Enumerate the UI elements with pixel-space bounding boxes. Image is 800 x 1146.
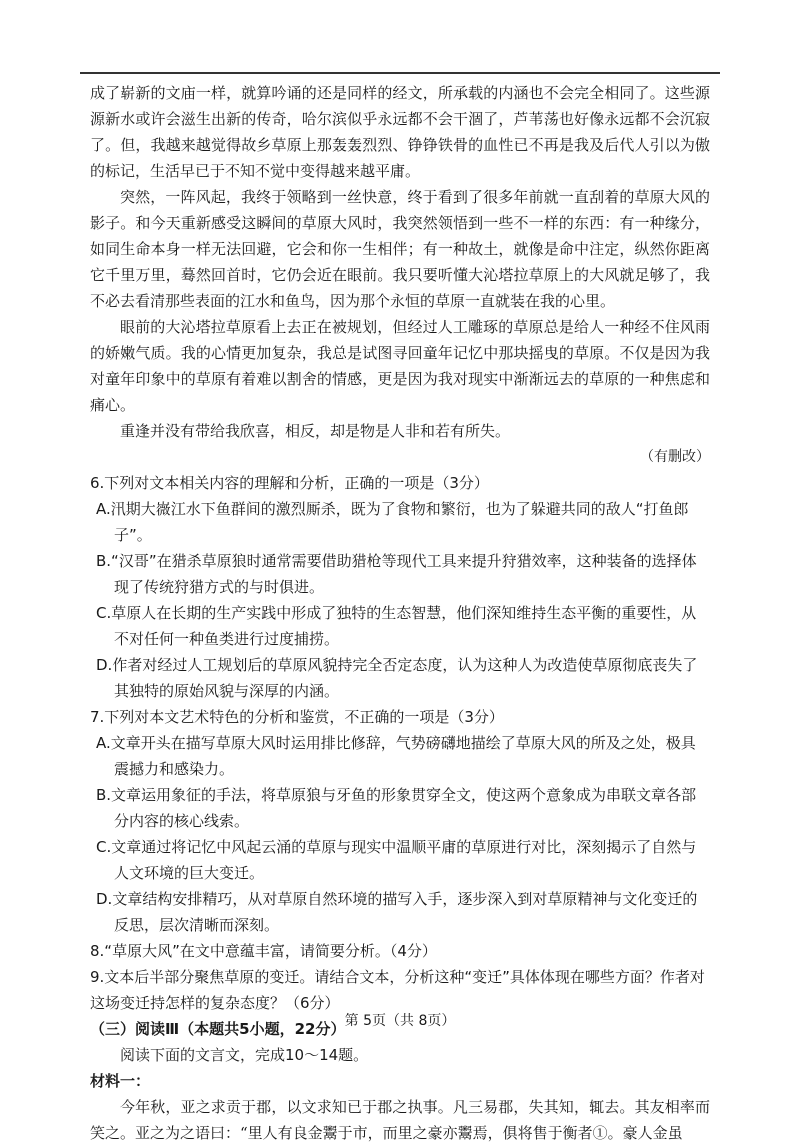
passage-paragraph-1: 成了崭新的文庙一样，就算吟诵的还是同样的经文，所承载的内涵也不会完全相同了。这些源源新水或许会滋生出新的传奇，哈尔滨似乎永远都不会干涸了，芦苇荡也好像永远都不会沉寂了。但，我越来越觉得故乡草原上那轰轰烈烈、铮铮铁骨的血性已不再是我及后代人引以为傲的标记，生活早已于不知不觉中变得越来越平庸。: [90, 84, 710, 180]
question-8: 8.“草原大风”在文中意蕴丰富，请简要分析。（4分）: [90, 942, 437, 960]
passage-paragraph-4: 重逢并没有带给我欣喜，相反，却是物是人非和若有所失。: [120, 422, 511, 440]
question-6-option-d: D.作者对经过人工规划后的草原风貌持完全否定态度，认为这种人为改造使草原彻底丧失了其独特的原始风貌与深厚的内涵。: [96, 656, 698, 700]
question-7-option-c: C.文章通过将记忆中风起云涌的草原与现实中温顺平庸的草原进行对比，深刻揭示了自然与人文环境的巨大变迁。: [96, 838, 697, 882]
question-6-option-a: A.汛期大嶶江水下鱼群间的激烈厮杀，既为了食物和繁衍，也为了躲避共同的敌人“打鱼郎子”。: [96, 500, 689, 544]
passage-paragraph-3: 眼前的大沁塔拉草原看上去正在被规划，但经过人工雕琢的草原总是给人一种经不住风雨的娇嫩气质。我的心情更加复杂，我总是试图寻回童年记忆中那块摇曳的草原。不仅是因为我对童年印象中的草原有着难以割舍的情感，更是因为我对现实中渐渐远去的草原的一种焦虑和痛心。: [90, 318, 710, 414]
question-7-option-a: A.文章开头在描写草原大风时运用排比修辞，气势磅礴地描绘了草原大风的所及之处，极具震撼力和感染力。: [96, 734, 696, 778]
material-1-label: 材料一：: [90, 1072, 151, 1090]
header-rule: [80, 72, 720, 74]
question-6-stem: 6.下列对文本相关内容的理解和分析，正确的一项是（3分）: [90, 474, 489, 492]
section-3-heading: （三）阅读Ⅲ（本题共5小题，22分）: [90, 1020, 346, 1038]
question-9: 9.文本后半部分聚焦草原的变迁。请结合文本，分析这种“变迁”具体体现在哪些方面？作者对这场变迁持怎样的复杂态度？（6分）: [90, 968, 705, 1012]
material-1-text: 今年秋，亚之求贡于郡，以文求知已于郡之执事。凡三易郡，失其知，辄去。其友相率而笑之。亚之为之语曰：“里人有良金鬻于市，而里之豪亦鬻焉，俱将售于衡者①。豪人金虽: [90, 1098, 710, 1142]
page-number-footer: 第 5页（共 8页）: [344, 1013, 456, 1029]
section-3-instruction: 阅读下面的文言文，完成10～14题。: [120, 1046, 369, 1064]
question-6-option-b: B.“汉哥”在猎杀草原狼时通常需要借助猎枪等现代工具来提升狩猎效率，这种装备的选择体现了传统狩猎方式的与时俱进。: [96, 552, 697, 596]
page-content: [90, 80, 710, 1146]
passage-source-note: （有删改）: [640, 449, 710, 465]
question-7-stem: 7.下列对本文艺术特色的分析和鉴赏，不正确的一项是（3分）: [90, 708, 504, 726]
question-6-option-c: C.草原人在长期的生产实践中形成了独特的生态智慧，他们深知维持生态平衡的重要性，从不对任何一种鱼类进行过度捕捞。: [96, 604, 697, 648]
question-7-option-b: B.文章运用象征的手法，将草原狼与牙鱼的形象贯穿全文，使这两个意象成为串联文章各部分内容的核心线索。: [96, 786, 697, 830]
question-7-option-d: D.文章结构安排精巧，从对草原自然环境的描写入手，逐步深入到对草原精神与文化变迁的反思，层次清晰而深刻。: [96, 890, 698, 934]
passage-paragraph-2: 突然，一阵风起，我终于领略到一丝快意，终于看到了很多年前就一直刮着的草原大风的影子。和今天重新感受这瞬间的草原大风时，我突然领悟到一些不一样的东西：有一种缘分，如同生命本身一样无法回避，它会和你一生相伴；有一种故土，就像是命中注定，纵然你距离它千里万里，蓦然回首时，它仍会近在眼前。我只要听懂大沁塔拉草原上的大风就足够了，我不必去看清那些表面的江水和鱼鸟，因为那个永恒的草原一直就装在我的心里。: [90, 188, 710, 310]
